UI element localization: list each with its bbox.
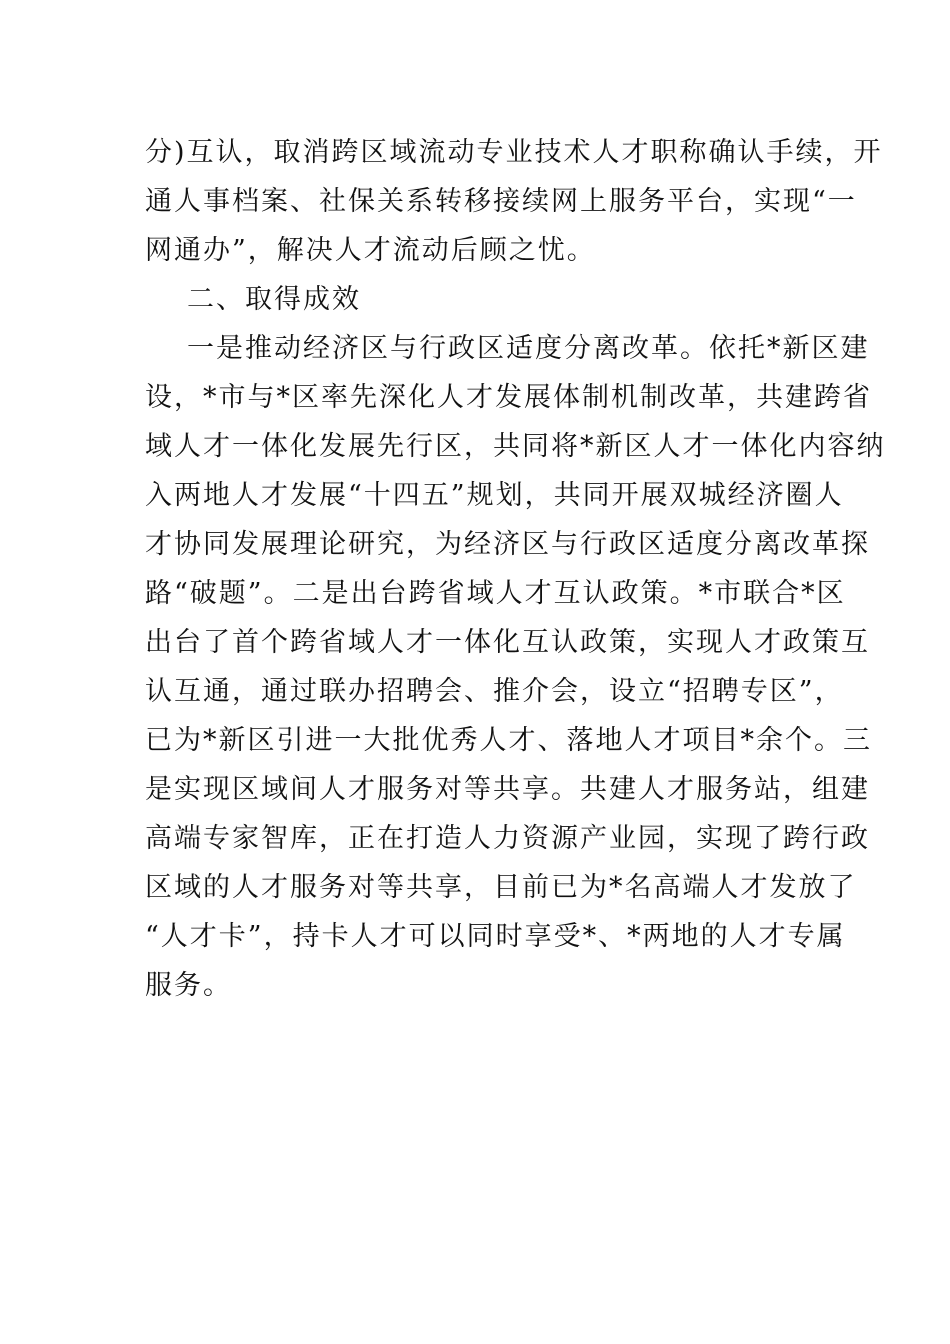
- paragraph-continuation: [145, 128, 883, 275]
- text-line: 路“破题”。二是出台跨省域人才互认政策。*市联合*区: [145, 578, 846, 609]
- text-line: 才协同发展理论研究，为经济区与行政区适度分离改革探: [145, 529, 870, 560]
- text-line: 入两地人才发展“十四五”规划，共同开展双城经济圈人: [145, 480, 844, 511]
- text-line: 域人才一体化发展先行区，共同将*新区人才一体化内容纳: [145, 431, 886, 462]
- text-line: 区域的人才服务对等共享，目前已为*名高端人才发放了: [145, 872, 857, 903]
- paragraph-results: [145, 324, 886, 1010]
- text-line: 高端专家智库，正在打造人力资源产业园，实现了跨行政: [145, 823, 870, 854]
- text-line: “人才卡”，持卡人才可以同时享受*、*两地的人才专属: [145, 921, 846, 952]
- text-line: 已为*新区引进一大批优秀人才、落地人才项目*余个。三: [145, 725, 872, 756]
- section-heading: 二、取得成效: [187, 284, 361, 315]
- text-line: 通人事档案、社保关系转移接续网上服务平台，实现“一: [145, 186, 857, 217]
- text-line: 认互通，通过联办招聘会、推介会，设立“招聘专区”，: [145, 676, 844, 707]
- text-line: 是实现区域间人才服务对等共享。共建人才服务站，组建: [145, 774, 870, 805]
- text-line: 服务。: [145, 970, 232, 1001]
- text-line: 分)互认，取消跨区域流动专业技术人才职称确认手续，开: [145, 137, 883, 168]
- document-body: [145, 128, 886, 1010]
- text-line: 一是推动经济区与行政区适度分离改革。依托*新区建: [187, 333, 870, 364]
- text-line: 网通办”，解决人才流动后顾之忧。: [145, 235, 596, 266]
- text-line: 设，*市与*区率先深化人才发展体制机制改革，共建跨省: [145, 382, 872, 413]
- text-line: 出台了首个跨省域人才一体化互认政策，实现人才政策互: [145, 627, 870, 658]
